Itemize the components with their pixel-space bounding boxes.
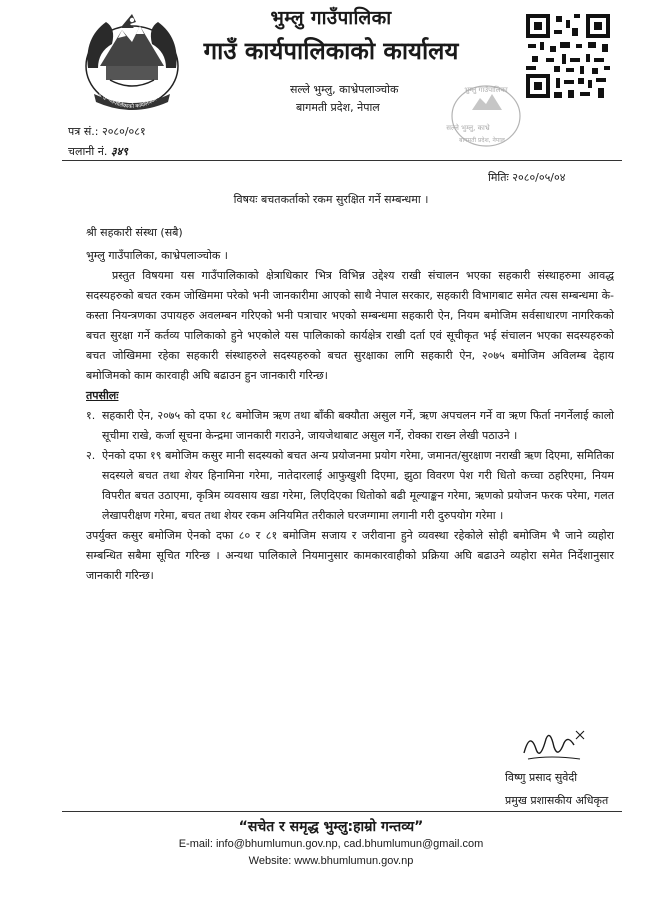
reference-value: २०८०/०८१ xyxy=(101,125,146,138)
stamp-line3: बागमती प्रदेश, नेपाल xyxy=(459,137,505,144)
body-paragraph-3: उपर्युक्त कसुर बमोजिम ऐनको दफा ८० र ८१ बमोजिम सजाय र जरीवाना हुने व्यवस्था रहेकोले सोही बमोजिम भै जाने व्यहोरा सम्बन्धित सबैमा सूचित गरिन्छ । अन्यथा पालिकाले नियमानुसार कामकारवाहीको प्रक्रिया अघि बढाउने व्यहोरा समेत निर्देशानुसार जानकारी गरिन्छ। xyxy=(86,529,614,582)
office-address: सल्ले भुम्लु, काभ्रेपलाञ्चोक xyxy=(290,83,399,96)
svg-text:भुम्लु गाउँपालिकाको कार्यालयको xyxy=(97,88,166,110)
signer-name: विष्णु प्रसाद सुवेदी xyxy=(505,771,578,784)
letter-subject: विषयः बचतकर्ताको रकम सुरक्षित गर्ने सम्बन्धमा । xyxy=(233,193,429,206)
letter-body xyxy=(86,266,614,586)
addressee-block xyxy=(86,221,228,267)
footer-divider xyxy=(62,811,622,812)
date-label: मितिः xyxy=(488,171,509,184)
office-name: भुम्लु गाउँपालिका xyxy=(270,7,392,29)
detail-item-text: ऐनको दफा १९ बमोजिम कसुर मानी सदस्यको बचत अन्य प्रयोजनमा प्रयोग गरेमा, जमानत/सुरक्षाण नराखी ऋण दिएमा, समितिका सदस्यले बचत तथा शेयर हिनामिना गरेमा, नातेदारलाई आफुखुशी दिएमा, झुठा विवरण पेश गरी धितो कच्चा ठहरिएमा, नियम विपरीत बचत उठाएमा, कृत्रिम व्यवसाय खडा गरेमा, लिएदिएका धितोको बढी मूल्याङ्कन गरेमा, ऋणको प्रयोजन फरक परेमा, गलत लेखापरीक्षण गरेमा, बचत तथा शेयर रकम अनियमित तरीकाले घरजग्गामा लगानी गरी दुरुपयोग गरेमा । xyxy=(102,449,614,522)
qr-code[interactable] xyxy=(526,14,610,98)
signer-title: प्रमुख प्रशासकीय अधिकृत xyxy=(505,794,609,807)
detail-item-number: १. xyxy=(86,409,96,422)
detail-item xyxy=(86,406,614,446)
office-stamp xyxy=(408,80,526,158)
office-title: गाउँ कार्यपालिकाको कार्यालय xyxy=(203,37,459,65)
detail-item-text: सहकारी ऐन, २०७५ को दफा १८ बमोजिम ऋण तथा बाँकी बक्यौता असुल गर्ने, ऋण अपचलन गर्ने वा ऋण फिर्ता नगर्नेलाई कालो सूचीमा राखे, कर्जा सूचना केन्द्रमा जानकारी गराउने, जायजेथाबाट असुल गर्ने, रोक्का राख्न लेखी पठाउने । xyxy=(102,409,614,442)
addressee-line1: श्री सहकारी संस्था (सबै) xyxy=(86,226,183,239)
stamp-line1: भुम्लु गाउँपालिका xyxy=(464,86,508,94)
detail-item-number: २. xyxy=(86,449,96,462)
dispatch-value: ३४९ xyxy=(110,145,129,158)
footer-email[interactable]: E-mail: info@bhumlumun.gov.np, cad.bhumlumun@gmail.com xyxy=(178,838,484,850)
body-paragraph-1: प्रस्तुत विषयमा यस गाउँपालिकाको क्षेत्राधिकार भित्र विभिन्न उद्देश्य राखी संचालन भएका सहकारी संस्थाहरुमा आवद्ध सदस्यहरुको बचत रकम जोखिममा परेको भनी जानकारीमा आएको साथै नेपाल सरकार, सहकारी विभागबाट समेत त्यस सम्बन्धमा के-कस्ता नियन्त्रणका उपायहरु अवलम्बन गरिएको भनी पत्राचार भएको सम्बन्धमा सहकारी ऐन, नियम बमोजिम सर्वसाधारण नागरिकको बचत सुरक्षा गर्ने कर्तव्य पालिकाको हुने भएकोले यस पालिकाको कार्यक्षेत्र राखी दर्ता एवं सूचीकृत भई संचालन भएका सदस्यहरुको बचत जोखिममा रहेका सहकारी संस्थाहरुले सदस्यहरुको बचत सुरक्षाका लागि सहकारी ऐन, २०७५ बमोजिम अविलम्ब देहाय बमोजिमको काम कारवाही अघि बढाउन हुन जानकारी गरिन्छ। xyxy=(86,269,614,382)
addressee-line2: भुम्लु गाउँपालिका, काभ्रेपलाञ्चोक । xyxy=(86,249,228,262)
footer-slogan: “सचेत र समृद्ध भुम्लु:हाम्रो गन्तव्य” xyxy=(238,819,424,835)
details-heading: तपसीलः xyxy=(86,389,119,402)
dispatch-label: चलानी नं. xyxy=(68,145,108,158)
emblem-text: भुम्लु गाउँपालिकाको कार्यालयको लोगो xyxy=(97,89,167,111)
office-province: बागमती प्रदेश, नेपाल xyxy=(296,101,380,114)
stamp-line2: सल्ले भुम्लु, काभ्रे xyxy=(446,124,490,132)
reference-number xyxy=(68,124,146,139)
detail-item xyxy=(86,446,614,526)
reference-label: पत्र सं.: xyxy=(68,125,99,138)
handwritten-signature xyxy=(520,725,586,769)
date-value: २०८०/०५/०४ xyxy=(512,171,566,184)
dispatch-number xyxy=(68,144,128,159)
footer-website[interactable]: Website: www.bhumlumun.gov.np xyxy=(248,855,414,867)
header-divider xyxy=(62,160,622,161)
letter-date xyxy=(488,170,565,185)
